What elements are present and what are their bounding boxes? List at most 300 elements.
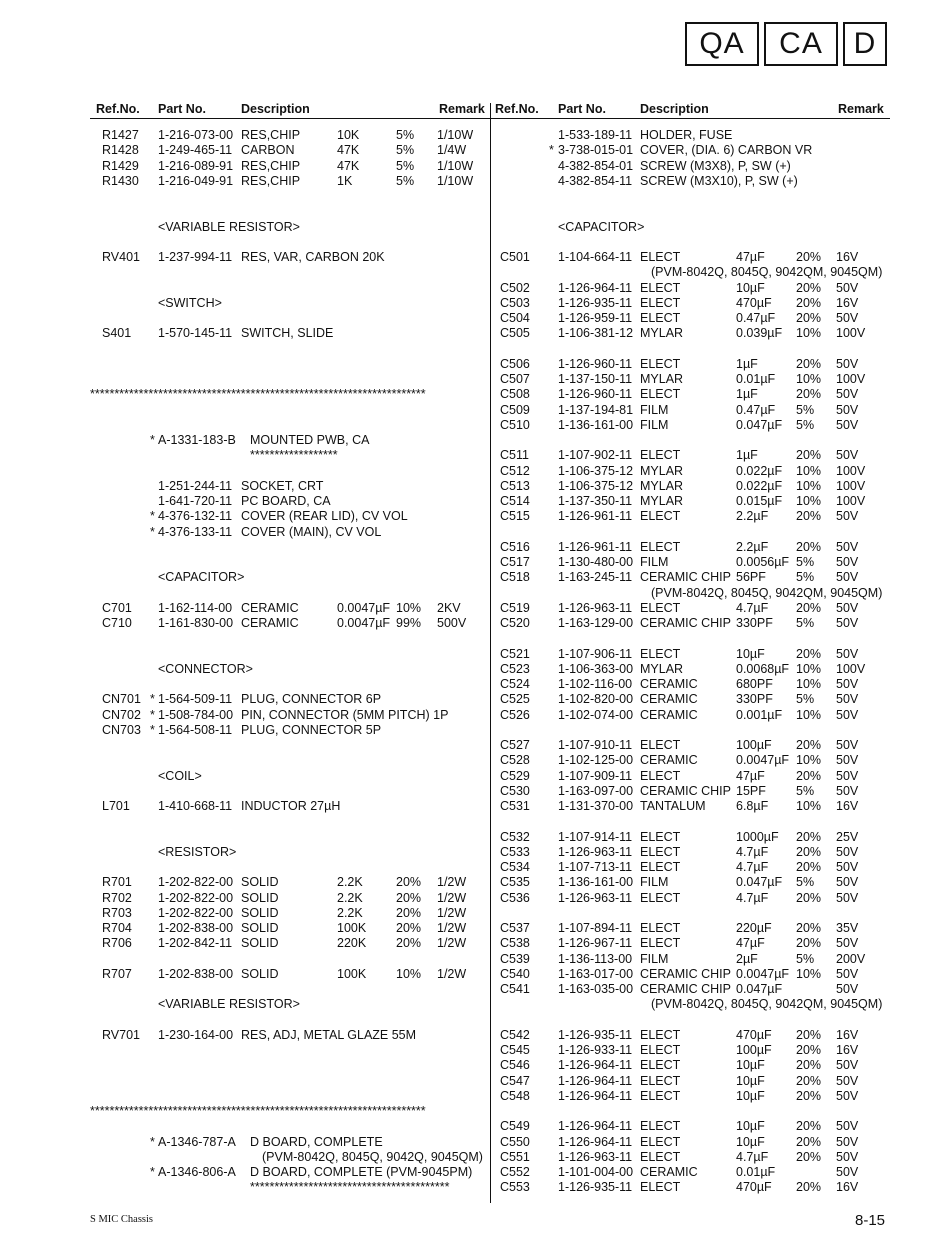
right-part: 1-126-964-11: [558, 1058, 633, 1073]
right-v3: 50V: [836, 875, 859, 890]
right-row: [0, 769, 900, 784]
left-part: <CONNECTOR>: [158, 661, 253, 676]
left-stars: *********************************************************************: [90, 1104, 426, 1118]
right-ref: C530: [500, 783, 530, 798]
left-desc: CERAMIC: [241, 600, 299, 615]
right-desc: ELECT: [640, 280, 681, 295]
right-ref: C511: [500, 448, 529, 463]
right-ref: C545: [500, 1043, 530, 1057]
right-row: [0, 143, 900, 158]
right-v1: 330PF: [736, 692, 773, 707]
right-v1: 4.7µF: [736, 1149, 769, 1164]
right-desc: FILM: [640, 951, 669, 966]
right-row: [0, 265, 900, 280]
left-v1: 2.2K: [337, 875, 363, 890]
right-row: [0, 875, 900, 890]
right-desc: CERAMIC: [640, 753, 698, 768]
right-row: [0, 296, 900, 311]
right-row: [0, 1135, 900, 1150]
right-ref: C538: [500, 936, 530, 951]
right-part: 1-126-964-11: [558, 1088, 633, 1103]
right-ref: C527: [500, 738, 530, 752]
right-v1: 0.0056µF: [736, 555, 790, 569]
left-part: 1-564-508-11: [158, 722, 233, 737]
left-ref: R707: [102, 966, 132, 981]
right-v2: 10%: [796, 326, 822, 341]
right-desc: CERAMIC: [640, 677, 698, 691]
right-row: [0, 1043, 900, 1058]
right-v3: 100V: [836, 494, 866, 508]
left-ref: R1430: [102, 173, 139, 188]
left-part: <VARIABLE RESISTOR>: [158, 219, 300, 234]
right-v3: 50V: [836, 616, 859, 630]
right-v3: 100V: [836, 372, 866, 386]
right-part: 1-107-902-11: [558, 448, 633, 463]
right-ref: C517: [500, 555, 530, 569]
right-part: 1-107-910-11: [558, 738, 633, 752]
left-ref: RV701: [102, 1027, 140, 1042]
left-part: 1-202-842-11: [158, 936, 233, 951]
right-v2: 5%: [796, 783, 815, 798]
right-part: 1-163-035-00: [558, 982, 634, 996]
right-v2: 10%: [796, 494, 822, 508]
left-ref: RV401: [102, 250, 140, 264]
right-v2: 20%: [796, 738, 822, 752]
left-v3: 1/2W: [437, 905, 467, 920]
right-part: <CAPACITOR>: [558, 219, 645, 234]
right-desc: FILM: [640, 417, 669, 432]
right-part: 1-126-959-11: [558, 311, 633, 325]
right-part: 1-533-189-11: [558, 128, 633, 142]
left-stars: *********************************************************************: [90, 387, 426, 402]
right-v1: 56PF: [736, 570, 766, 585]
right-v2: 20%: [796, 1119, 822, 1134]
right-desc: ELECT: [640, 646, 681, 661]
right-desc: CERAMIC: [640, 707, 698, 722]
right-v3: 100V: [836, 661, 866, 676]
right-row: [0, 433, 900, 448]
right-part: 1-107-909-11: [558, 768, 633, 783]
left-desc: PC BOARD, CA: [241, 494, 331, 508]
right-note: (PVM-8042Q, 8045Q, 9042QM, 9045QM): [651, 997, 883, 1012]
right-row: [0, 387, 900, 402]
right-v1: 2.2µF: [736, 509, 769, 524]
right-desc: ELECT: [640, 356, 681, 371]
right-ref: C523: [500, 661, 530, 676]
right-ref: C528: [500, 753, 530, 768]
right-desc: MYLAR: [640, 372, 684, 386]
left-ref: R1427: [102, 128, 139, 142]
right-v2: 20%: [796, 509, 822, 524]
left-v1: 47K: [337, 158, 360, 173]
right-v3: 100V: [836, 326, 866, 341]
right-ref: C539: [500, 951, 530, 966]
right-v2: 20%: [796, 539, 822, 554]
right-v3: 50V: [836, 707, 859, 722]
right-ref: C510: [500, 417, 530, 432]
right-v1: 1µF: [736, 448, 758, 463]
right-desc: SCREW (M3X10), P, SW (+): [640, 173, 798, 188]
right-v1: 10µF: [736, 280, 765, 295]
right-v3: 50V: [836, 1149, 859, 1164]
right-part: 1-126-935-11: [558, 295, 633, 310]
right-part: 1-126-967-11: [558, 936, 633, 951]
right-part: 1-137-194-81: [558, 402, 634, 417]
right-row: [0, 799, 900, 814]
right-part: 1-104-664-11: [558, 250, 633, 264]
left-desc2: D BOARD, COMPLETE: [250, 1134, 383, 1149]
right-row: [0, 418, 900, 433]
left-stars2: *****************************************: [250, 1180, 450, 1195]
right-ref: C515: [500, 509, 530, 524]
right-v1: 0.001µF: [736, 707, 783, 722]
right-part: 1-130-480-00: [558, 555, 634, 569]
left-v1: 47K: [337, 143, 360, 158]
left-v3: 1/2W: [437, 936, 467, 951]
right-v2: 20%: [796, 936, 822, 951]
right-v1: 0.0047µF: [736, 753, 790, 768]
right-desc: CERAMIC CHIP: [640, 570, 731, 585]
right-part: 1-126-933-11: [558, 1043, 633, 1057]
right-v3: 50V: [836, 570, 859, 585]
right-ref: C509: [500, 402, 530, 417]
left-mark: *: [150, 1165, 155, 1179]
left-ref: CN702: [102, 707, 141, 722]
right-desc: ELECT: [640, 1027, 681, 1042]
left-v2: 20%: [396, 905, 422, 920]
right-desc: ELECT: [640, 1149, 681, 1164]
header-boxes: [685, 22, 887, 66]
right-v3: 50V: [836, 311, 859, 325]
right-v3: 50V: [836, 768, 859, 783]
right-part: 1-106-363-00: [558, 661, 634, 676]
right-v1: 10µF: [736, 1119, 765, 1134]
left-part: 1-564-509-11: [158, 692, 233, 707]
right-row: [0, 1165, 900, 1180]
right-ref: C535: [500, 875, 530, 890]
right-row: [0, 1180, 900, 1195]
right-v2: 5%: [796, 951, 815, 966]
left-desc: COVER (MAIN), CV VOL: [241, 524, 382, 539]
right-v3: 50V: [836, 417, 859, 432]
right-desc: ELECT: [640, 448, 681, 463]
left-header-partno: Part No.: [158, 102, 206, 116]
right-v2: 20%: [796, 1043, 822, 1057]
right-row: [0, 936, 900, 951]
right-part: 1-137-350-11: [558, 494, 633, 508]
left-part: A-1346-787-A: [158, 1134, 236, 1149]
right-v1: 0.47µF: [736, 311, 776, 325]
right-desc: ELECT: [640, 738, 681, 752]
right-v2: 5%: [796, 616, 815, 630]
right-desc: CERAMIC CHIP: [640, 982, 731, 996]
right-desc: MYLAR: [640, 463, 684, 478]
left-part: 1-216-089-91: [158, 158, 234, 173]
right-desc: ELECT: [640, 387, 681, 402]
left-desc: PLUG, CONNECTOR 5P: [241, 722, 382, 737]
left-mark: *: [150, 433, 155, 447]
right-desc: MYLAR: [640, 494, 684, 508]
right-ref: C521: [500, 646, 530, 661]
right-part: 1-126-964-11: [558, 1073, 633, 1088]
right-desc: ELECT: [640, 768, 681, 783]
left-desc: SWITCH, SLIDE: [241, 326, 334, 341]
right-row: [0, 1089, 900, 1104]
right-v1: 0.022µF: [736, 478, 783, 493]
right-v1: 470µF: [736, 1180, 772, 1195]
left-header-refno: Ref.No.: [96, 102, 140, 116]
left-desc2: D BOARD, COMPLETE (PVM-9045PM): [250, 1165, 473, 1179]
right-v2: 20%: [796, 356, 822, 371]
right-row: [0, 906, 900, 921]
left-v1: 2.2K: [337, 905, 363, 920]
left-desc: SOCKET, CRT: [241, 478, 324, 493]
right-row: [0, 235, 900, 250]
right-v1: 220µF: [736, 921, 772, 935]
right-row: [0, 677, 900, 692]
left-part: 4-376-133-11: [158, 524, 233, 539]
right-row: [0, 662, 900, 677]
left-mark: *: [150, 692, 155, 707]
left-v2: 20%: [396, 875, 422, 890]
left-mark: *: [150, 524, 155, 539]
right-v3: 16V: [836, 799, 859, 813]
header-box-ca: CA: [764, 22, 838, 66]
right-v1: 10µF: [736, 1088, 765, 1103]
right-v2: 20%: [796, 768, 822, 783]
right-v2: 20%: [796, 646, 822, 661]
left-part: 1-202-838-00: [158, 921, 234, 935]
left-ref: L701: [102, 799, 130, 813]
right-v1: 10µF: [736, 1073, 765, 1088]
left-v2: 5%: [396, 128, 415, 142]
right-row: [0, 1028, 900, 1043]
right-v3: 50V: [836, 402, 859, 417]
header-box-d: D: [843, 22, 887, 66]
right-v3: 50V: [836, 738, 859, 752]
left-part: 1-161-830-00: [158, 616, 234, 630]
right-row: [0, 1119, 900, 1134]
right-note: (PVM-8042Q, 8045Q, 9042QM, 9045QM): [651, 265, 883, 280]
left-v3: 1/10W: [437, 158, 474, 173]
right-part: 1-163-017-00: [558, 966, 634, 981]
header-box-qa: QA: [685, 22, 759, 66]
left-mark: *: [150, 1134, 155, 1149]
right-row: [0, 692, 900, 707]
right-v3: 50V: [836, 982, 859, 996]
left-stars2: ******************: [250, 448, 338, 463]
left-v3: 1/2W: [437, 966, 467, 981]
left-ref: R704: [102, 921, 132, 935]
footer-page-number: 8-15: [855, 1212, 886, 1229]
right-desc: ELECT: [640, 829, 681, 844]
right-desc: MYLAR: [640, 326, 684, 341]
right-part: 1-131-370-00: [558, 799, 634, 813]
right-ref: C546: [500, 1058, 530, 1073]
right-v1: 2.2µF: [736, 539, 769, 554]
right-ref: C507: [500, 372, 530, 386]
right-part: 1-137-150-11: [558, 372, 633, 386]
right-part: 1-163-129-00: [558, 616, 634, 630]
right-v3: 50V: [836, 692, 859, 707]
right-row: [0, 860, 900, 875]
left-part: A-1346-806-A: [158, 1165, 236, 1179]
right-v1: 4.7µF: [736, 860, 769, 874]
right-v1: 0.039µF: [736, 326, 783, 341]
right-ref: C542: [500, 1027, 530, 1042]
right-desc: ELECT: [640, 936, 681, 951]
right-v2: 20%: [796, 1027, 822, 1042]
right-v2: 20%: [796, 860, 822, 874]
right-ref: C552: [500, 1165, 530, 1179]
left-header-remark: Remark: [439, 102, 485, 116]
right-row: [0, 403, 900, 418]
left-v1: 100K: [337, 921, 367, 935]
right-ref: C541: [500, 982, 530, 996]
right-v1: 47µF: [736, 768, 765, 783]
footer-chassis: S MIC Chassis: [90, 1214, 154, 1225]
left-ref: C701: [102, 600, 132, 615]
right-v2: 5%: [796, 570, 815, 585]
right-part: 4-382-854-01: [558, 158, 634, 173]
right-row: [0, 220, 900, 235]
right-desc: HOLDER, FUSE: [640, 128, 733, 142]
right-desc: ELECT: [640, 295, 681, 310]
right-v2: 10%: [796, 478, 822, 493]
left-part: 1-202-838-00: [158, 966, 234, 981]
left-v3: 1/2W: [437, 921, 467, 935]
right-desc: ELECT: [640, 890, 681, 905]
right-v3: 50V: [836, 356, 859, 371]
right-desc: ELECT: [640, 1088, 681, 1103]
right-row: [0, 1104, 900, 1119]
right-header-remark: Remark: [838, 102, 884, 116]
right-row: [0, 448, 900, 463]
right-part: 1-107-906-11: [558, 646, 633, 661]
right-row: [0, 845, 900, 860]
right-desc: ELECT: [640, 311, 681, 325]
left-mark: *: [150, 509, 155, 524]
right-v2: 10%: [796, 799, 822, 813]
right-row: [0, 540, 900, 555]
right-part: 1-102-125-00: [558, 753, 634, 768]
right-part: 1-163-245-11: [558, 570, 633, 585]
left-part: 1-410-668-11: [158, 799, 233, 813]
right-ref: C516: [500, 539, 530, 554]
right-v1: 470µF: [736, 295, 772, 310]
left-ref: C710: [102, 616, 132, 630]
right-part: 1-102-074-00: [558, 707, 634, 722]
left-ref: R706: [102, 936, 132, 951]
left-ref: R703: [102, 905, 132, 920]
right-v3: 50V: [836, 1058, 859, 1073]
right-part: 1-163-097-00: [558, 783, 634, 798]
right-v1: 4.7µF: [736, 600, 769, 615]
right-v1: 47µF: [736, 250, 765, 264]
right-row: [0, 1013, 900, 1028]
left-part: 1-641-720-11: [158, 494, 233, 508]
left-v1: 1K: [337, 173, 353, 188]
left-part: <CAPACITOR>: [158, 570, 245, 585]
left-v2: 99%: [396, 616, 422, 630]
right-v2: 20%: [796, 280, 822, 295]
left-ref: R1428: [102, 143, 139, 158]
right-desc: CERAMIC: [640, 692, 698, 707]
right-part: 1-126-935-11: [558, 1180, 633, 1195]
right-row: [0, 997, 900, 1012]
left-part: <VARIABLE RESISTOR>: [158, 997, 300, 1012]
right-row: [0, 174, 900, 189]
left-v1: 0.0047µF: [337, 616, 391, 630]
right-part: 1-126-961-11: [558, 539, 633, 554]
right-v1: 100µF: [736, 738, 772, 752]
right-v2: 5%: [796, 402, 815, 417]
right-row: [0, 311, 900, 326]
left-part: 1-508-784-00: [158, 707, 234, 722]
left-part: 1-202-822-00: [158, 905, 234, 920]
right-v3: 50V: [836, 1165, 859, 1179]
left-v3: 1/10W: [437, 173, 474, 188]
left-desc: RES,CHIP: [241, 173, 301, 188]
right-v3: 50V: [836, 539, 859, 554]
left-mark: *: [150, 707, 155, 722]
left-v3: 2KV: [437, 600, 461, 615]
right-part: 1-126-935-11: [558, 1027, 633, 1042]
right-ref: C547: [500, 1073, 530, 1088]
right-desc: ELECT: [640, 1043, 681, 1057]
right-desc: ELECT: [640, 539, 681, 554]
left-desc: RES, ADJ, METAL GLAZE 55M: [241, 1027, 417, 1042]
right-v1: 680PF: [736, 677, 773, 691]
right-ref: C526: [500, 707, 530, 722]
left-desc: RES,CHIP: [241, 128, 301, 142]
right-row: [0, 586, 900, 601]
right-ref: C520: [500, 616, 530, 630]
right-v2: 20%: [796, 890, 822, 905]
right-ref: C513: [500, 478, 530, 493]
right-row: [0, 479, 900, 494]
left-desc: INDUCTOR 27µH: [241, 799, 341, 813]
right-row: [0, 250, 900, 265]
left-v3: 500V: [437, 616, 467, 630]
left-desc: SOLID: [241, 890, 279, 905]
right-row: [0, 342, 900, 357]
right-desc: ELECT: [640, 1119, 681, 1134]
right-v3: 50V: [836, 600, 859, 615]
right-row: [0, 723, 900, 738]
right-desc: TANTALUM: [640, 799, 706, 813]
right-v2: 10%: [796, 677, 822, 691]
right-ref: C504: [500, 311, 530, 325]
right-v2: 10%: [796, 372, 822, 386]
right-v1: 0.047µF: [736, 417, 783, 432]
right-v3: 50V: [836, 966, 859, 981]
right-v3: 50V: [836, 448, 859, 463]
right-v1: 15PF: [736, 783, 766, 798]
right-row: [0, 570, 900, 585]
left-part: 1-202-822-00: [158, 890, 234, 905]
right-part: 1-107-713-11: [558, 860, 633, 874]
right-desc: ELECT: [640, 1134, 681, 1149]
left-v3: 1/10W: [437, 128, 474, 142]
right-desc: FILM: [640, 402, 669, 417]
right-v3: 16V: [836, 250, 859, 264]
right-v3: 16V: [836, 1180, 859, 1195]
right-row: [0, 1058, 900, 1073]
right-row: [0, 281, 900, 296]
right-v1: 470µF: [736, 1027, 772, 1042]
right-v1: 4.7µF: [736, 844, 769, 859]
